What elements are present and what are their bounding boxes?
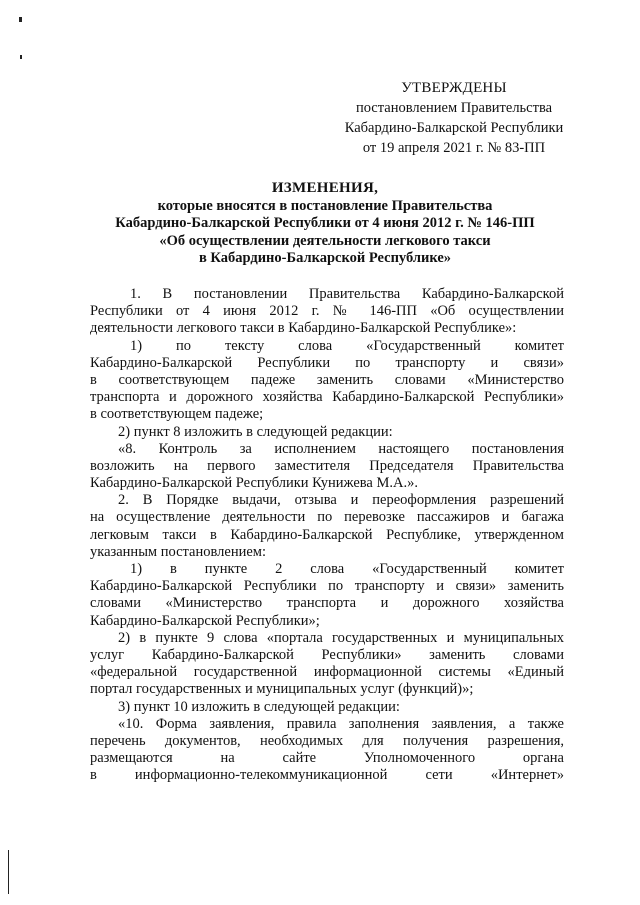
- body-line: словами «Министерство транспорта и дорожного хозяйства: [90, 595, 564, 612]
- body-line: «10. Форма заявления, правила заполнения заявления, а также: [118, 715, 564, 732]
- body-line: портал государственных и муниципальных услуг (функций)»;: [90, 681, 474, 698]
- body-line: 1) по тексту слова «Государственный комитет: [130, 337, 564, 354]
- approval-heading: УТВЕРЖДЕНЫ: [401, 80, 507, 96]
- body-line: в соответствующем падеже заменить словами «Министерство: [90, 371, 564, 388]
- body-line: указанным постановлением:: [90, 543, 266, 560]
- body-line: 2. В Порядке выдачи, отзыва и переоформления разрешений: [118, 492, 564, 509]
- title-heading: ИЗМЕНЕНИЯ,: [271, 180, 379, 196]
- approval-line: постановлением Правительства: [355, 100, 553, 116]
- body-line: «федеральной государственной информационной системы «Единый: [90, 664, 564, 681]
- body-line: легковым такси в Кабардино-Балкарской Республике, утвержденном: [90, 526, 564, 543]
- title-line: которые вносятся в постановление Правительства: [157, 197, 493, 214]
- body-line: 1. В постановлении Правительства Кабардино-Балкарской: [130, 286, 564, 302]
- body-line: Республики от 4 июня 2012 г. № 146-ПП «Об осуществлении: [90, 303, 564, 320]
- approval-line: Кабардино-Балкарской Республики: [344, 120, 564, 136]
- body-line: транспорта и дорожного хозяйства Кабардино-Балкарской Республики»: [90, 389, 564, 406]
- scan-artifact: [19, 17, 22, 22]
- body-line: Кабардино-Балкарской Республики по транспорту и связи»: [90, 354, 564, 371]
- approval-date: от 19 апреля 2021 г. № 83-ПП: [362, 140, 546, 156]
- scan-artifact: [8, 850, 9, 894]
- body-line: размещаются на сайте Уполномоченного органа: [90, 750, 564, 767]
- body-line: услуг Кабардино-Балкарской Республики» заменить словами: [90, 646, 564, 663]
- body-line: перечень документов, необходимых для получения разрешения,: [90, 732, 564, 749]
- body-line: 1) в пункте 2 слова «Государственный комитет: [130, 561, 564, 577]
- body-line: Кабардино-Балкарской Республики по транспорту и связи» заменить: [90, 578, 564, 595]
- body-line: Кабардино-Балкарской Республики»;: [90, 612, 320, 629]
- title-line: «Об осуществлении деятельности легкового такси: [159, 232, 491, 249]
- body-line: «8. Контроль за исполнением настоящего постановления: [118, 440, 564, 457]
- body-line: в соответствующем падеже;: [90, 406, 264, 423]
- document-body: [90, 286, 564, 784]
- body-line: на осуществление деятельности по перевозке пассажиров и багажа: [90, 509, 564, 526]
- title-line: Кабардино-Балкарской Республики от 4 июня 2012 г. № 146-ПП: [115, 215, 535, 231]
- body-line: 3) пункт 10 изложить в следующей редакции:: [118, 698, 400, 715]
- body-line: 2) пункт 8 изложить в следующей редакции:: [118, 423, 393, 440]
- body-line: возложить на первого заместителя Председателя Правительства: [90, 457, 564, 474]
- body-line: 2) в пункте 9 слова «портала государственных и муниципальных: [118, 629, 564, 646]
- body-line: в информационно-телекоммуникационной сети «Интернет»: [90, 767, 564, 784]
- scan-artifact: [20, 55, 22, 59]
- document-title: [90, 180, 560, 268]
- title-line: в Кабардино-Балкарской Республике»: [198, 250, 452, 266]
- approval-stamp-block: [330, 78, 578, 158]
- body-line: деятельности легкового такси в Кабардино-Балкарской Республике»:: [90, 320, 517, 337]
- body-line: Кабардино-Балкарской Республики Кунижева М.А.».: [90, 475, 418, 492]
